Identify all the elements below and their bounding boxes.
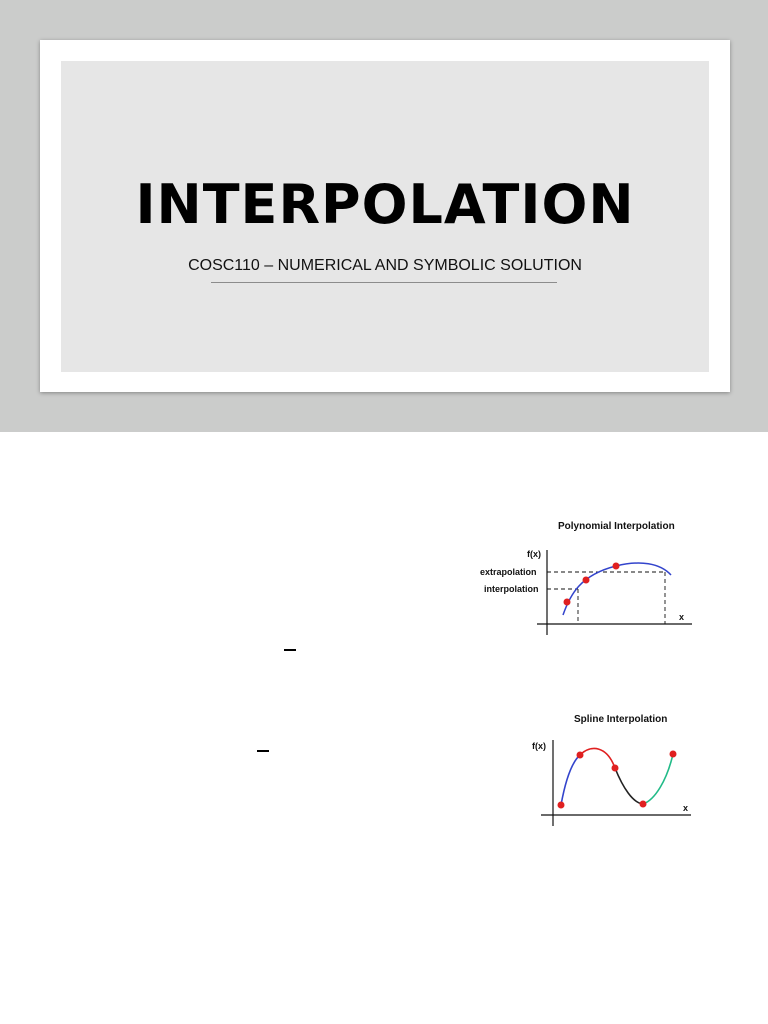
- polynomial-curve: [563, 563, 671, 615]
- text-dash-mark: [284, 649, 296, 651]
- polynomial-x-axis-label: x: [679, 612, 685, 622]
- polynomial-extrapolation-label: extrapolation: [480, 567, 537, 577]
- spline-segment-2: [580, 748, 615, 768]
- title-slide-background: [0, 0, 768, 432]
- subtitle-underline: [211, 282, 557, 283]
- polynomial-interpolation-label: interpolation: [484, 584, 539, 594]
- spline-data-point: [640, 801, 647, 808]
- spline-interpolation-figure: [525, 708, 700, 833]
- spline-data-point: [558, 802, 565, 809]
- spline-data-point: [670, 751, 677, 758]
- polynomial-figure-title: Polynomial Interpolation: [558, 521, 675, 532]
- spline-segment-1: [561, 755, 580, 805]
- spline-figure-title: Spline Interpolation: [574, 714, 668, 725]
- spline-data-point: [612, 765, 619, 772]
- spline-y-axis-label: f(x): [532, 741, 546, 751]
- slide-title: INTERPOLATION: [135, 173, 635, 236]
- title-slide-card: [40, 40, 730, 392]
- title-slide-panel: [61, 61, 709, 372]
- polynomial-interpolation-figure: [470, 515, 695, 640]
- text-dash-mark: [257, 750, 269, 752]
- polynomial-data-point: [583, 577, 590, 584]
- slide-subtitle: COSC110 – NUMERICAL AND SYMBOLIC SOLUTION: [188, 257, 582, 274]
- spline-x-axis-label: x: [683, 803, 689, 813]
- spline-data-point: [577, 752, 584, 759]
- spline-segment-4: [643, 754, 673, 804]
- spline-plot: [525, 708, 700, 833]
- spline-segment-3: [615, 768, 643, 804]
- polynomial-data-point: [613, 563, 620, 570]
- polynomial-data-point: [564, 599, 571, 606]
- polynomial-y-axis-label: f(x): [527, 549, 541, 559]
- polynomial-plot: [470, 515, 695, 640]
